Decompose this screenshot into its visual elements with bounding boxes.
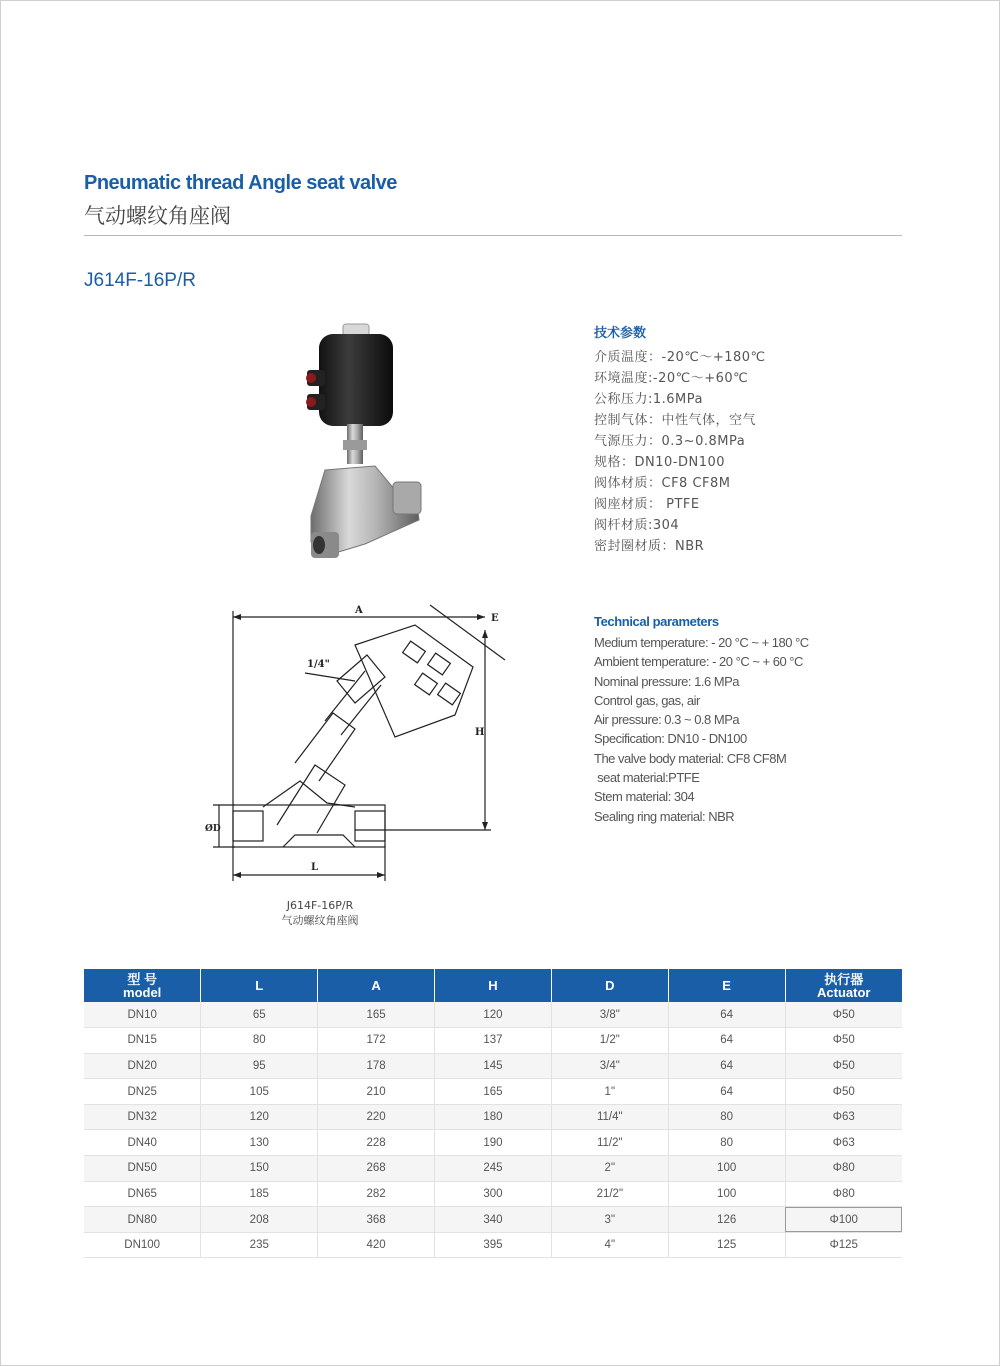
table-cell: 340 (435, 1207, 552, 1233)
page-title-cn: 气动螺纹角座阀 (84, 204, 231, 228)
tech-en-line: Air pressure: 0.3 ~ 0.8 MPa (594, 712, 740, 728)
col-header-e: E (668, 969, 785, 1002)
table-cell: Φ50 (785, 1002, 902, 1028)
tech-cn-line: 气源压力：0.3~0.8MPa (594, 434, 746, 449)
table-row (84, 1104, 902, 1130)
table-cell: Φ50 (785, 1028, 902, 1054)
tech-params-en-heading: Technical parameters (594, 614, 719, 629)
table-cell: 150 (201, 1156, 318, 1182)
col-header-h: H (435, 969, 552, 1002)
tech-params-cn-heading: 技术参数 (594, 326, 647, 341)
table-cell: Φ50 (785, 1053, 902, 1079)
dim-label-e: E (491, 613, 499, 624)
table-cell: 64 (668, 1002, 785, 1028)
table-cell: 245 (435, 1156, 552, 1182)
table-cell: 120 (435, 1002, 552, 1028)
table-cell: 172 (318, 1028, 435, 1054)
dim-label-a: A (355, 605, 363, 616)
table-cell: 4" (551, 1232, 668, 1258)
tech-en-line: Sealing ring material: NBR (594, 808, 735, 824)
dim-label-port: 1/4" (307, 659, 330, 670)
table-cell: Φ80 (785, 1156, 902, 1182)
title-divider (84, 235, 902, 236)
table-cell: Φ63 (785, 1130, 902, 1156)
table-cell: 180 (435, 1104, 552, 1130)
table-row (84, 1028, 902, 1054)
table-cell: 64 (668, 1053, 785, 1079)
table-cell: 64 (668, 1079, 785, 1105)
table-cell: Φ100 (785, 1207, 902, 1233)
dim-label-h: H (475, 727, 485, 738)
table-cell: 130 (201, 1130, 318, 1156)
table-cell: 65 (201, 1002, 318, 1028)
table-cell: DN80 (84, 1207, 201, 1233)
drawing-caption (215, 898, 425, 928)
caption-model: J614F-16P/R (286, 899, 354, 912)
valve-product-photo (295, 320, 435, 560)
tech-cn-line: 控制气体：中性气体，空气 (594, 413, 757, 428)
col-header-en: model (123, 984, 162, 1000)
tech-params-en (594, 614, 904, 826)
model-code: J614F-16P/R (84, 270, 196, 291)
tech-en-line: Control gas, gas, air (594, 692, 700, 708)
table-cell: DN25 (84, 1079, 201, 1105)
tech-cn-line: 阀体材质：CF8 CF8M (594, 476, 731, 491)
col-header-l: L (201, 969, 318, 1002)
tech-params-cn (594, 322, 904, 557)
table-cell: DN65 (84, 1181, 201, 1207)
tech-cn-line: 阀座材质： PTFE (594, 497, 700, 512)
table-cell: 165 (318, 1002, 435, 1028)
tech-en-line: Ambient temperature: - 20 °C ~ + 60 °C (594, 654, 803, 670)
table-cell: 100 (668, 1181, 785, 1207)
table-cell: 185 (201, 1181, 318, 1207)
table-cell: 105 (201, 1079, 318, 1105)
table-cell: 220 (318, 1104, 435, 1130)
table-cell: 80 (668, 1104, 785, 1130)
table-cell: 3/4" (551, 1053, 668, 1079)
valve-technical-drawing (205, 585, 515, 890)
spec-table-header (84, 969, 902, 1002)
table-cell: 190 (435, 1130, 552, 1156)
table-row (84, 1207, 902, 1233)
table-cell: 1/2" (551, 1028, 668, 1054)
table-cell: 165 (435, 1079, 552, 1105)
table-cell: 1" (551, 1079, 668, 1105)
table-cell: 100 (668, 1156, 785, 1182)
table-cell: Φ80 (785, 1181, 902, 1207)
tech-en-line: Nominal pressure: 1.6 MPa (594, 673, 740, 689)
table-cell: 125 (668, 1232, 785, 1258)
table-row (84, 1002, 902, 1028)
table-row (84, 1156, 902, 1182)
table-cell: 120 (201, 1104, 318, 1130)
table-cell: 210 (318, 1079, 435, 1105)
table-cell: 208 (201, 1207, 318, 1233)
table-row (84, 1053, 902, 1079)
tech-cn-line: 环境温度:-20℃～+60℃ (594, 371, 749, 386)
table-cell: DN20 (84, 1053, 201, 1079)
dim-label-l: L (311, 862, 319, 873)
col-header-actuator (785, 969, 902, 1002)
table-cell: 268 (318, 1156, 435, 1182)
spec-table (84, 969, 902, 1258)
table-row (84, 1181, 902, 1207)
col-header-d: D (551, 969, 668, 1002)
table-row (84, 1079, 902, 1105)
col-header-en: Actuator (817, 984, 871, 1000)
tech-en-line: Specification: DN10 - DN100 (594, 731, 747, 747)
table-cell: 282 (318, 1181, 435, 1207)
table-cell: 228 (318, 1130, 435, 1156)
table-cell: 80 (201, 1028, 318, 1054)
table-cell: Φ125 (785, 1232, 902, 1258)
table-cell: Φ63 (785, 1104, 902, 1130)
col-header-model (84, 969, 201, 1002)
table-cell: 3/8" (551, 1002, 668, 1028)
table-cell: DN32 (84, 1104, 201, 1130)
table-cell: 300 (435, 1181, 552, 1207)
table-cell: 145 (435, 1053, 552, 1079)
table-cell: 3" (551, 1207, 668, 1233)
table-cell: 80 (668, 1130, 785, 1156)
tech-en-line: The valve body material: CF8 CF8M (594, 750, 787, 766)
table-cell: 395 (435, 1232, 552, 1258)
tech-cn-line: 介质温度：-20℃～+180℃ (594, 350, 766, 365)
table-cell: DN15 (84, 1028, 201, 1054)
tech-cn-line: 公称压力:1.6MPa (594, 392, 703, 407)
table-cell: 126 (668, 1207, 785, 1233)
tech-cn-line: 阀杆材质:304 (594, 518, 680, 533)
tech-cn-line: 规格：DN10-DN100 (594, 455, 726, 470)
tech-en-line: seat material:PTFE (594, 770, 700, 786)
table-cell: 64 (668, 1028, 785, 1054)
caption-name: 气动螺纹角座阀 (281, 914, 359, 927)
dim-label-d: ØD (205, 824, 221, 834)
tech-en-line: Medium temperature: - 20 °C ~ + 180 °C (594, 635, 809, 650)
table-cell: 137 (435, 1028, 552, 1054)
table-cell: 11/2" (551, 1130, 668, 1156)
table-cell: Φ50 (785, 1079, 902, 1105)
table-cell: 420 (318, 1232, 435, 1258)
table-cell: 95 (201, 1053, 318, 1079)
table-row (84, 1130, 902, 1156)
table-cell: 368 (318, 1207, 435, 1233)
table-cell: DN40 (84, 1130, 201, 1156)
tech-en-line: Stem material: 304 (594, 789, 695, 805)
col-header-a: A (318, 969, 435, 1002)
table-cell: 235 (201, 1232, 318, 1258)
table-row (84, 1232, 902, 1258)
table-cell: DN100 (84, 1232, 201, 1258)
table-cell: DN10 (84, 1002, 201, 1028)
tech-cn-line: 密封圈材质：NBR (594, 539, 705, 554)
table-cell: DN50 (84, 1156, 201, 1182)
col-header-cn: 型 号 (127, 971, 157, 987)
table-cell: 178 (318, 1053, 435, 1079)
table-cell: 21/2" (551, 1181, 668, 1207)
table-cell: 2" (551, 1156, 668, 1182)
table-cell: 11/4" (551, 1104, 668, 1130)
col-header-cn: 执行器 (824, 971, 864, 987)
page-title-en: Pneumatic thread Angle seat valve (84, 172, 397, 194)
